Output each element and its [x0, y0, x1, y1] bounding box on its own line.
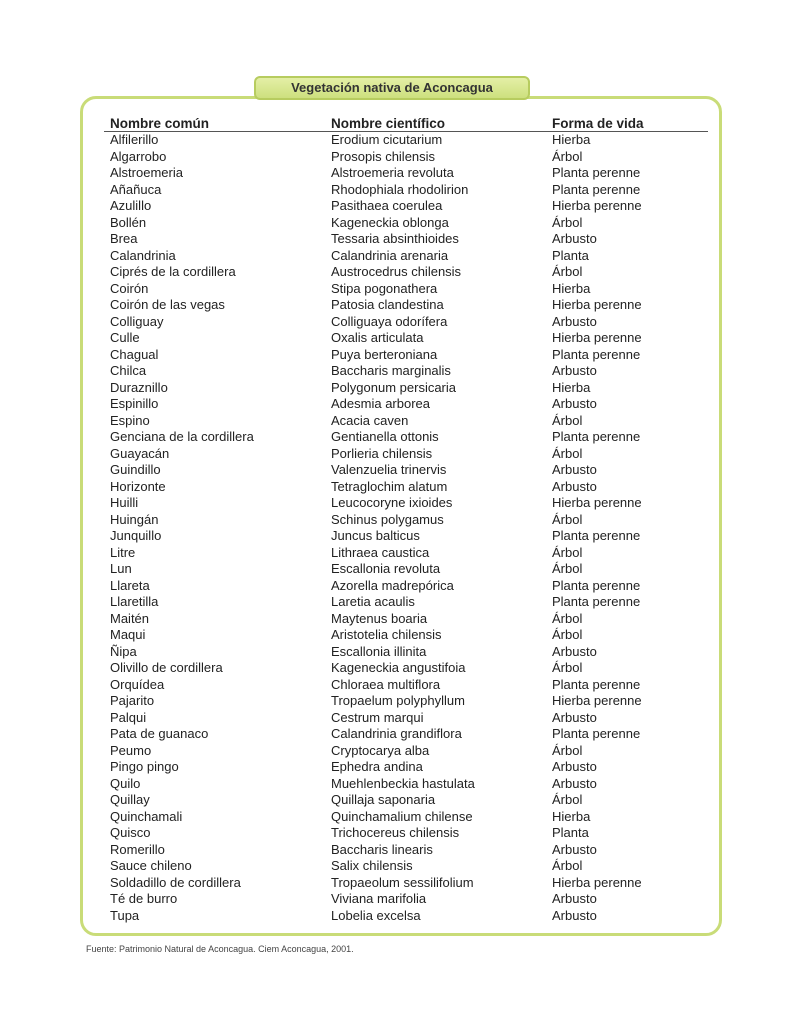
- cell-common-name: Genciana de la cordillera: [110, 429, 254, 444]
- table-row: [0, 149, 791, 166]
- cell-common-name: Pajarito: [110, 693, 155, 708]
- cell-common-name: Algarrobo: [110, 148, 167, 164]
- cell-scientific-name: Escallonia illinita: [331, 643, 427, 659]
- cell-scientific-name: Maytenus boaria: [331, 610, 428, 626]
- cell-life-form: Hierba perenne: [552, 330, 642, 345]
- cell-scientific-name: Valenzuelia trinervis: [331, 462, 447, 477]
- table-row: [0, 198, 791, 215]
- cell-life-form: Hierba perenne: [552, 297, 642, 312]
- cell-life-form: Planta perenne: [552, 165, 641, 180]
- table-title: Vegetación nativa de Aconcagua: [254, 76, 530, 100]
- table-row: [0, 446, 791, 463]
- table-row: [0, 215, 791, 232]
- cell-common-name: Quillay: [110, 792, 150, 807]
- table-row: [0, 776, 791, 793]
- cell-common-name: Quisco: [110, 825, 151, 840]
- cell-life-form: Planta perenne: [552, 181, 641, 197]
- cell-common-name: Alfilerillo: [110, 132, 159, 147]
- cell-common-name: Coirón: [110, 280, 149, 296]
- cell-life-form: Árbol: [552, 742, 583, 758]
- cell-life-form: Arbusto: [552, 759, 597, 774]
- cell-common-name: Palqui: [110, 709, 147, 725]
- cell-scientific-name: Chloraea multiflora: [331, 676, 441, 692]
- cell-common-name: Calandrinia: [110, 247, 176, 263]
- table-row: [0, 413, 791, 430]
- table-row: [0, 380, 791, 397]
- cell-common-name: Llareta: [110, 577, 150, 593]
- table-row: [0, 429, 791, 446]
- cell-scientific-name: Quillaja saponaria: [331, 792, 436, 807]
- cell-common-name: Llaretilla: [110, 594, 159, 609]
- cell-common-name: Añañuca: [110, 181, 162, 197]
- cell-common-name: Té de burro: [110, 891, 178, 906]
- table-row: [0, 264, 791, 281]
- cell-life-form: Árbol: [552, 660, 583, 675]
- table-row: [0, 710, 791, 727]
- table-row: [0, 858, 791, 875]
- cell-common-name: Espinillo: [110, 396, 159, 411]
- cell-common-name: Maqui: [110, 627, 146, 642]
- cell-life-form: Arbusto: [552, 907, 597, 923]
- cell-life-form: Planta perenne: [552, 594, 641, 609]
- cell-life-form: Hierba perenne: [552, 495, 642, 510]
- cell-life-form: Hierba perenne: [552, 198, 642, 213]
- cell-scientific-name: Ephedra andina: [331, 759, 423, 774]
- cell-life-form: Arbusto: [552, 841, 597, 857]
- cell-life-form: Hierba: [552, 808, 591, 824]
- table-row: [0, 792, 791, 809]
- cell-life-form: Árbol: [552, 214, 583, 230]
- cell-common-name: Chilca: [110, 363, 147, 378]
- cell-life-form: Planta perenne: [552, 346, 641, 362]
- cell-scientific-name: Baccharis linearis: [331, 841, 433, 857]
- cell-scientific-name: Rhodophiala rhodolirion: [331, 181, 469, 197]
- cell-common-name: Romerillo: [110, 841, 165, 857]
- cell-scientific-name: Azorella madrepórica: [331, 577, 454, 593]
- table-row: [0, 842, 791, 859]
- cell-scientific-name: Tessaria absinthioides: [331, 231, 459, 246]
- cell-scientific-name: Juncus balticus: [331, 528, 420, 543]
- table-row: [0, 825, 791, 842]
- cell-scientific-name: Stipa pogonathera: [331, 280, 438, 296]
- cell-life-form: Planta: [552, 247, 589, 263]
- cell-scientific-name: Porlieria chilensis: [331, 445, 433, 461]
- table-row: [0, 627, 791, 644]
- cell-scientific-name: Adesmia arborea: [331, 396, 430, 411]
- cell-life-form: Hierba: [552, 280, 591, 296]
- cell-common-name: Alstroemeria: [110, 165, 183, 180]
- cell-common-name: Huingán: [110, 511, 159, 527]
- cell-scientific-name: Puya berteroniana: [331, 346, 438, 362]
- table-row: [0, 677, 791, 694]
- header-common-name: Nombre común: [110, 116, 210, 131]
- cell-life-form: Arbusto: [552, 313, 597, 329]
- cell-scientific-name: Aristotelia chilensis: [331, 627, 442, 642]
- cell-life-form: Arbusto: [552, 775, 597, 791]
- table-row: [0, 182, 791, 199]
- cell-common-name: Guindillo: [110, 462, 161, 477]
- cell-scientific-name: Tropaelum polyphyllum: [331, 693, 465, 708]
- cell-scientific-name: Colliguaya odorífera: [331, 313, 448, 329]
- cell-common-name: Ñipa: [110, 643, 137, 659]
- cell-common-name: Orquídea: [110, 676, 165, 692]
- cell-scientific-name: Schinus polygamus: [331, 511, 444, 527]
- cell-life-form: Planta perenne: [552, 577, 641, 593]
- cell-life-form: Árbol: [552, 792, 583, 807]
- table-row: [0, 512, 791, 529]
- cell-scientific-name: Tetraglochim alatum: [331, 478, 448, 494]
- table-row: [0, 594, 791, 611]
- table-row: [0, 528, 791, 545]
- table-row: [0, 545, 791, 562]
- table-row: [0, 693, 791, 710]
- table-body: [0, 132, 791, 924]
- table-row: [0, 908, 791, 925]
- cell-scientific-name: Alstroemeria revoluta: [331, 165, 454, 180]
- cell-scientific-name: Oxalis articulata: [331, 330, 424, 345]
- cell-common-name: Horizonte: [110, 478, 166, 494]
- table-row: [0, 281, 791, 298]
- cell-common-name: Espino: [110, 412, 150, 428]
- table-row: [0, 479, 791, 496]
- cell-life-form: Árbol: [552, 412, 583, 428]
- cell-life-form: Arbusto: [552, 709, 597, 725]
- cell-scientific-name: Trichocereus chilensis: [331, 825, 460, 840]
- cell-common-name: Maitén: [110, 610, 150, 626]
- cell-life-form: Hierba: [552, 379, 591, 395]
- cell-common-name: Brea: [110, 231, 138, 246]
- cell-common-name: Quinchamali: [110, 808, 183, 824]
- cell-common-name: Guayacán: [110, 445, 170, 461]
- header-scientific-name: Nombre científico: [331, 116, 446, 131]
- table-row: [0, 314, 791, 331]
- cell-scientific-name: Calandrinia grandiflora: [331, 726, 462, 741]
- table-row: [0, 611, 791, 628]
- table-row: [0, 578, 791, 595]
- cell-common-name: Coirón de las vegas: [110, 297, 225, 312]
- cell-common-name: Sauce chileno: [110, 858, 192, 873]
- cell-scientific-name: Laretia acaulis: [331, 594, 415, 609]
- cell-scientific-name: Cryptocarya alba: [331, 742, 430, 758]
- cell-scientific-name: Leucocoryne ixioides: [331, 495, 453, 510]
- cell-life-form: Árbol: [552, 264, 583, 279]
- cell-life-form: Planta perenne: [552, 429, 641, 444]
- table-row: [0, 759, 791, 776]
- cell-life-form: Árbol: [552, 561, 583, 576]
- cell-common-name: Pata de guanaco: [110, 726, 209, 741]
- cell-common-name: Culle: [110, 330, 140, 345]
- table-row: [0, 644, 791, 661]
- cell-scientific-name: Acacia caven: [331, 412, 409, 428]
- table-row: [0, 743, 791, 760]
- table-row: [0, 809, 791, 826]
- cell-life-form: Hierba perenne: [552, 693, 642, 708]
- table-row: [0, 330, 791, 347]
- table-row: [0, 363, 791, 380]
- cell-scientific-name: Patosia clandestina: [331, 297, 444, 312]
- cell-life-form: Planta perenne: [552, 676, 641, 692]
- source-note: Fuente: Patrimonio Natural de Aconcagua. Ciem Aconcagua, 2001.: [86, 944, 354, 954]
- table-row: [0, 495, 791, 512]
- cell-scientific-name: Baccharis marginalis: [331, 363, 451, 378]
- cell-scientific-name: Quinchamalium chilense: [331, 808, 473, 824]
- table-row: [0, 462, 791, 479]
- cell-common-name: Duraznillo: [110, 379, 168, 395]
- cell-life-form: Hierba: [552, 132, 591, 147]
- cell-scientific-name: Salix chilensis: [331, 858, 413, 873]
- cell-common-name: Chagual: [110, 346, 159, 362]
- cell-common-name: Peumo: [110, 742, 152, 758]
- table-row: [0, 248, 791, 265]
- cell-life-form: Arbusto: [552, 643, 597, 659]
- cell-scientific-name: Kageneckia angustifoia: [331, 660, 466, 675]
- cell-common-name: Bollén: [110, 214, 147, 230]
- table-row: [0, 132, 791, 149]
- table-row: [0, 875, 791, 892]
- table-row: [0, 561, 791, 578]
- cell-scientific-name: Calandrinia arenaria: [331, 247, 449, 263]
- cell-scientific-name: Tropaeolum sessilifolium: [331, 874, 474, 890]
- cell-common-name: Lun: [110, 561, 132, 576]
- table-row: [0, 347, 791, 364]
- cell-life-form: Arbusto: [552, 891, 597, 906]
- table-row: [0, 660, 791, 677]
- cell-life-form: Árbol: [552, 610, 583, 626]
- cell-scientific-name: Cestrum marqui: [331, 709, 424, 725]
- cell-life-form: Árbol: [552, 511, 583, 527]
- cell-life-form: Arbusto: [552, 462, 597, 477]
- cell-life-form: Hierba perenne: [552, 874, 642, 890]
- table-row: [0, 726, 791, 743]
- cell-common-name: Olivillo de cordillera: [110, 660, 223, 675]
- cell-scientific-name: Escallonia revoluta: [331, 561, 441, 576]
- cell-scientific-name: Viviana marifolia: [331, 891, 427, 906]
- cell-life-form: Árbol: [552, 445, 583, 461]
- cell-common-name: Ciprés de la cordillera: [110, 264, 236, 279]
- cell-life-form: Árbol: [552, 858, 583, 873]
- cell-life-form: Arbusto: [552, 396, 597, 411]
- cell-life-form: Árbol: [552, 627, 583, 642]
- cell-scientific-name: Muehlenbeckia hastulata: [331, 775, 475, 791]
- cell-common-name: Quilo: [110, 775, 141, 791]
- table-row: [0, 396, 791, 413]
- cell-scientific-name: Lithraea caustica: [331, 544, 430, 560]
- cell-scientific-name: Prosopis chilensis: [331, 148, 436, 164]
- cell-common-name: Huilli: [110, 495, 139, 510]
- cell-common-name: Litre: [110, 544, 136, 560]
- cell-common-name: Azulillo: [110, 198, 152, 213]
- cell-life-form: Arbusto: [552, 363, 597, 378]
- cell-life-form: Arbusto: [552, 478, 597, 494]
- cell-scientific-name: Polygonum persicaria: [331, 379, 457, 395]
- table-row: [0, 297, 791, 314]
- cell-common-name: Colliguay: [110, 313, 164, 329]
- cell-life-form: Planta perenne: [552, 528, 641, 543]
- cell-life-form: Árbol: [552, 148, 583, 164]
- cell-scientific-name: Kageneckia oblonga: [331, 214, 449, 230]
- cell-common-name: Tupa: [110, 907, 140, 923]
- cell-scientific-name: Gentianella ottonis: [331, 429, 439, 444]
- cell-scientific-name: Austrocedrus chilensis: [331, 264, 462, 279]
- cell-life-form: Arbusto: [552, 231, 597, 246]
- cell-scientific-name: Erodium cicutarium: [331, 132, 443, 147]
- table-row: [0, 891, 791, 908]
- cell-scientific-name: Lobelia excelsa: [331, 907, 421, 923]
- cell-life-form: Planta: [552, 825, 589, 840]
- cell-common-name: Pingo pingo: [110, 759, 179, 774]
- header-life-form: Forma de vida: [552, 116, 644, 131]
- table-row: [0, 231, 791, 248]
- cell-common-name: Junquillo: [110, 528, 162, 543]
- table-row: [0, 165, 791, 182]
- cell-life-form: Planta perenne: [552, 726, 641, 741]
- cell-scientific-name: Pasithaea coerulea: [331, 198, 443, 213]
- cell-common-name: Soldadillo de cordillera: [110, 874, 241, 890]
- cell-life-form: Árbol: [552, 544, 583, 560]
